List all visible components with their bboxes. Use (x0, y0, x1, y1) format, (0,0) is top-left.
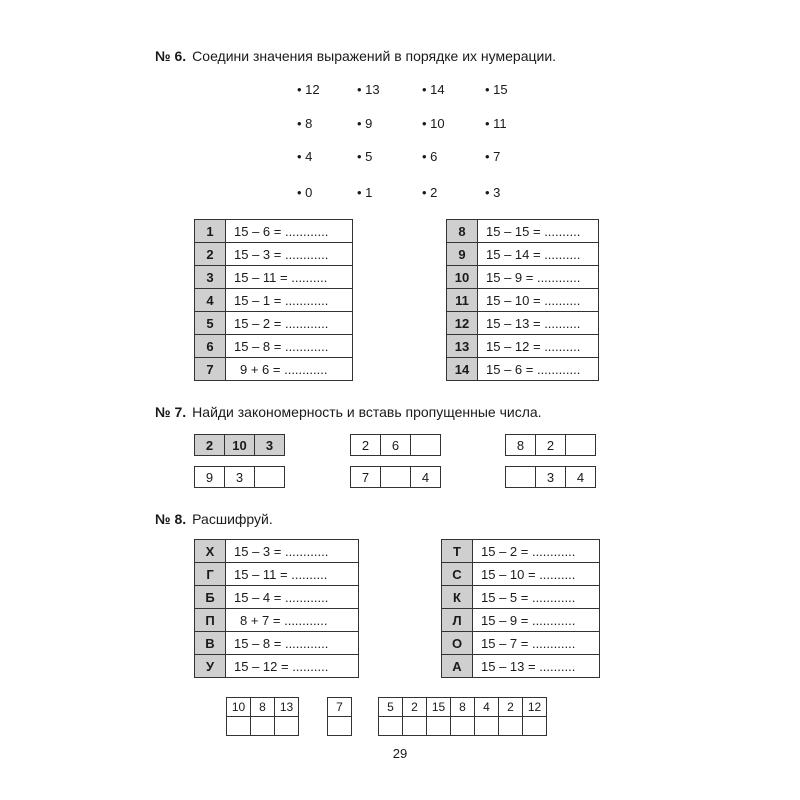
letter-cell: Т (442, 540, 473, 563)
dot-label: • 15 (485, 82, 508, 97)
code-cell: 8 (450, 697, 475, 717)
letter-answer-cell[interactable] (474, 716, 499, 736)
number-box: 9 (194, 466, 225, 488)
dot-label: • 12 (297, 82, 320, 97)
code-cell: 4 (474, 697, 499, 717)
expression: 15 – 3 = ............ (226, 540, 359, 563)
dot-label: • 1 (357, 185, 373, 200)
table-row (447, 335, 599, 358)
table-row (442, 609, 600, 632)
task6-title (155, 48, 556, 64)
table-row (195, 312, 353, 335)
row-number: 2 (195, 243, 226, 266)
letter-answer-cell[interactable] (450, 716, 475, 736)
expression: 15 – 15 = .......... (478, 220, 599, 243)
dot-label: • 14 (422, 82, 445, 97)
expression: 15 – 13 = .......... (478, 312, 599, 335)
letter-cell: А (442, 655, 473, 678)
expression: 15 – 6 = ............ (478, 358, 599, 381)
row-number: 11 (447, 289, 478, 312)
answer-word-1 (226, 697, 299, 736)
letter-cell: В (195, 632, 226, 655)
letter-cell: О (442, 632, 473, 655)
number-box: 10 (224, 434, 255, 456)
code-cell: 5 (378, 697, 403, 717)
task7-text: Найди закономерность и вставь пропущенные числа. (192, 404, 542, 420)
dots-row-3 (0, 149, 800, 169)
table-row (447, 220, 599, 243)
table-row (195, 220, 353, 243)
answer-box[interactable] (380, 466, 411, 488)
number-box: 2 (350, 434, 381, 456)
row-number: 4 (195, 289, 226, 312)
expression: 15 – 8 = ............ (226, 335, 353, 358)
expression: 15 – 11 = .......... (226, 266, 353, 289)
dots-row-4 (0, 185, 800, 205)
row-number: 13 (447, 335, 478, 358)
expression: 15 – 3 = ............ (226, 243, 353, 266)
code-cell: 2 (402, 697, 427, 717)
expression: 15 – 2 = ............ (473, 540, 600, 563)
task7-title (155, 404, 542, 420)
dot-label: • 11 (485, 116, 507, 131)
table-row (195, 632, 359, 655)
table-row (195, 540, 359, 563)
table-row (447, 243, 599, 266)
answer-box[interactable] (505, 466, 536, 488)
letter-cell: С (442, 563, 473, 586)
letter-answer-cell[interactable] (274, 716, 299, 736)
table-row (195, 655, 359, 678)
answer-box[interactable] (565, 434, 596, 456)
task8-right-table (441, 539, 600, 678)
expression: 15 – 10 = .......... (478, 289, 599, 312)
row-number: 5 (195, 312, 226, 335)
letter-answer-cell[interactable] (327, 716, 352, 736)
dot-label: • 6 (422, 149, 438, 164)
row-number: 8 (447, 220, 478, 243)
answer-word-3 (378, 697, 547, 736)
number-box: 4 (410, 466, 441, 488)
expression: 15 – 11 = .......... (226, 563, 359, 586)
table-row (442, 540, 600, 563)
task8-number: № 8. (155, 511, 187, 527)
table-row (442, 563, 600, 586)
letter-answer-cell[interactable] (498, 716, 523, 736)
dots-row-1 (0, 82, 800, 102)
number-box: 2 (535, 434, 566, 456)
letter-cell: У (195, 655, 226, 678)
row-number: 12 (447, 312, 478, 335)
dot-label: • 4 (297, 149, 313, 164)
table-row (195, 586, 359, 609)
table-row (442, 655, 600, 678)
pattern-boxes-example (194, 434, 285, 456)
task8-title (155, 511, 273, 527)
row-number: 14 (447, 358, 478, 381)
table-row (195, 266, 353, 289)
dot-label: • 13 (357, 82, 380, 97)
table-row (447, 266, 599, 289)
number-box: 8 (505, 434, 536, 456)
code-cell: 8 (250, 697, 275, 717)
expression: 15 – 7 = ............ (473, 632, 600, 655)
dot-label: • 8 (297, 116, 313, 131)
dot-label: • 0 (297, 185, 313, 200)
letter-answer-cell[interactable] (378, 716, 403, 736)
expression: 15 – 10 = .......... (473, 563, 600, 586)
number-box: 7 (350, 466, 381, 488)
table-row (447, 312, 599, 335)
row-number: 1 (195, 220, 226, 243)
number-box: 4 (565, 466, 596, 488)
number-box: 6 (380, 434, 411, 456)
number-box: 3 (224, 466, 255, 488)
pattern-boxes (350, 434, 441, 456)
task8-text: Расшифруй. (192, 511, 273, 527)
code-cell: 10 (226, 697, 251, 717)
table-row (195, 243, 353, 266)
pattern-boxes (350, 466, 441, 488)
letter-cell: Б (195, 586, 226, 609)
task6-right-table (446, 219, 599, 381)
number-box: 3 (254, 434, 285, 456)
letter-cell: Г (195, 563, 226, 586)
table-row (195, 563, 359, 586)
expression: 15 – 8 = ............ (226, 632, 359, 655)
code-cell: 13 (274, 697, 299, 717)
table-row (442, 586, 600, 609)
dot-label: • 7 (485, 149, 501, 164)
code-cell: 15 (426, 697, 451, 717)
table-row (195, 335, 353, 358)
expression: 15 – 9 = ............ (478, 266, 599, 289)
task6-text: Соедини значения выражений в порядке их нумерации. (192, 48, 557, 64)
answer-box[interactable] (254, 466, 285, 488)
letter-cell: Х (195, 540, 226, 563)
table-row (447, 358, 599, 381)
pattern-boxes (505, 466, 596, 488)
dot-label: • 5 (357, 149, 373, 164)
row-number: 3 (195, 266, 226, 289)
dot-label: • 3 (485, 185, 501, 200)
task8-left-table (194, 539, 359, 678)
code-cell: 12 (522, 697, 547, 717)
task6-left-table (194, 219, 353, 381)
table-row (442, 632, 600, 655)
table-row (195, 609, 359, 632)
expression: 15 – 9 = ............ (473, 609, 600, 632)
expression: 15 – 14 = .......... (478, 243, 599, 266)
letter-answer-cell[interactable] (426, 716, 451, 736)
answer-box[interactable] (410, 434, 441, 456)
pattern-boxes (194, 466, 285, 488)
letter-answer-cell[interactable] (250, 716, 275, 736)
code-cell: 7 (327, 697, 352, 717)
letter-cell: Л (442, 609, 473, 632)
expression: 15 – 13 = .......... (473, 655, 600, 678)
letter-answer-cell[interactable] (522, 716, 547, 736)
expression: 8 + 7 = ............ (226, 609, 359, 632)
number-box: 2 (194, 434, 225, 456)
expression: 15 – 12 = .......... (478, 335, 599, 358)
code-cell: 2 (498, 697, 523, 717)
dot-label: • 2 (422, 185, 438, 200)
expression: 15 – 2 = ............ (226, 312, 353, 335)
expression: 15 – 6 = ............ (226, 220, 353, 243)
task6-number: № 6. (155, 48, 187, 64)
page-number: 29 (392, 746, 408, 761)
table-row (447, 289, 599, 312)
letter-cell: К (442, 586, 473, 609)
row-number: 6 (195, 335, 226, 358)
dot-label: • 10 (422, 116, 445, 131)
letter-answer-cell[interactable] (226, 716, 251, 736)
row-number: 9 (447, 243, 478, 266)
letter-answer-cell[interactable] (402, 716, 427, 736)
number-box: 3 (535, 466, 566, 488)
dot-label: • 9 (357, 116, 373, 131)
table-row (195, 289, 353, 312)
table-row (195, 358, 353, 381)
row-number: 10 (447, 266, 478, 289)
expression: 15 – 12 = .......... (226, 655, 359, 678)
expression: 15 – 1 = ............ (226, 289, 353, 312)
dots-row-2 (0, 116, 800, 136)
task7-number: № 7. (155, 404, 187, 420)
expression: 15 – 4 = ............ (226, 586, 359, 609)
expression: 15 – 5 = ............ (473, 586, 600, 609)
expression: 9 + 6 = ............ (226, 358, 353, 381)
answer-word-2 (327, 697, 352, 736)
pattern-boxes (505, 434, 596, 456)
row-number: 7 (195, 358, 226, 381)
letter-cell: П (195, 609, 226, 632)
